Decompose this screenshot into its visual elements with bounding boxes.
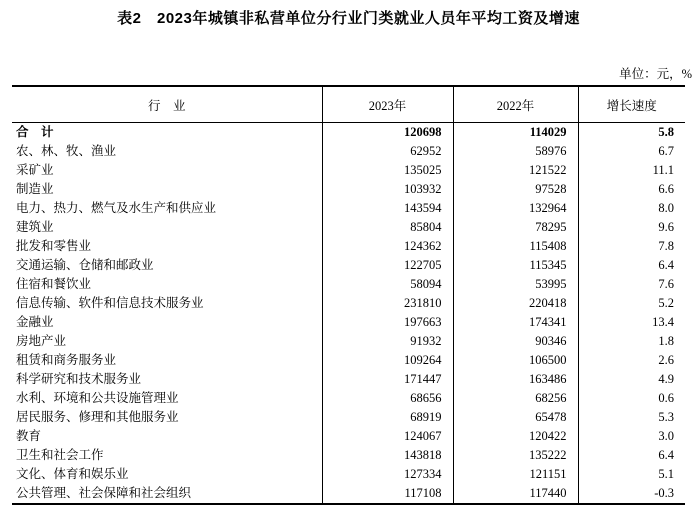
value-2023-cell: 58094 (322, 275, 453, 294)
value-2023-cell: 231810 (322, 294, 453, 313)
growth-cell: -0.3 (654, 486, 674, 500)
value-2022-cell: 114029 (453, 123, 578, 143)
value-2023-cell: 124067 (322, 427, 453, 446)
table-row (12, 351, 685, 370)
table-row (12, 408, 685, 427)
table-row (12, 370, 685, 389)
header-growth: 增长速度 (578, 86, 685, 123)
value-2022-cell: 135222 (453, 446, 578, 465)
wage-table (12, 85, 685, 505)
value-2022-cell: 97528 (453, 180, 578, 199)
value-2022-cell: 132964 (453, 199, 578, 218)
header-2023: 2023年 (322, 86, 453, 123)
growth-cell: 0.6 (658, 391, 674, 405)
value-2023-cell: 171447 (322, 370, 453, 389)
value-2022-cell: 120422 (453, 427, 578, 446)
value-2023-cell: 109264 (322, 351, 453, 370)
table-row (12, 237, 685, 256)
industry-cell: 住宿和餐饮业 (12, 275, 322, 294)
value-2022-cell: 106500 (453, 351, 578, 370)
growth-cell: 13.4 (652, 315, 674, 329)
value-2023-cell: 103932 (322, 180, 453, 199)
value-2022-cell: 121522 (453, 161, 578, 180)
growth-cell: 11.1 (652, 163, 674, 177)
growth-cell: 2.6 (658, 353, 674, 367)
industry-cell: 信息传输、软件和信息技术服务业 (12, 294, 322, 313)
growth-cell: 1.8 (658, 334, 674, 348)
table-row (12, 275, 685, 294)
industry-cell: 采矿业 (12, 161, 322, 180)
growth-cell: 5.3 (658, 410, 674, 424)
value-2023-cell: 120698 (322, 123, 453, 143)
header-industry: 行 业 (12, 86, 322, 123)
industry-cell: 房地产业 (12, 332, 322, 351)
table-row (12, 446, 685, 465)
industry-cell: 批发和零售业 (12, 237, 322, 256)
table-row (12, 199, 685, 218)
industry-cell: 金融业 (12, 313, 322, 332)
growth-cell: 5.1 (658, 467, 674, 481)
industry-cell: 制造业 (12, 180, 322, 199)
growth-cell: 7.8 (658, 239, 674, 253)
value-2023-cell: 127334 (322, 465, 453, 484)
industry-cell: 建筑业 (12, 218, 322, 237)
value-2022-cell: 174341 (453, 313, 578, 332)
table-row (12, 484, 685, 504)
value-2022-cell: 117440 (453, 484, 578, 504)
table-row (12, 218, 685, 237)
value-2023-cell: 85804 (322, 218, 453, 237)
table-row (12, 465, 685, 484)
table-row (12, 142, 685, 161)
industry-cell: 交通运输、仓储和邮政业 (12, 256, 322, 275)
value-2023-cell: 197663 (322, 313, 453, 332)
table-body (12, 123, 685, 505)
growth-cell: 5.2 (658, 296, 674, 310)
growth-cell: 6.7 (658, 144, 674, 158)
header-row (12, 86, 685, 123)
industry-cell: 居民服务、修理和其他服务业 (12, 408, 322, 427)
value-2023-cell: 143818 (322, 446, 453, 465)
industry-cell: 合 计 (12, 123, 322, 143)
industry-cell: 农、林、牧、渔业 (12, 142, 322, 161)
industry-cell: 电力、热力、燃气及水生产和供应业 (12, 199, 322, 218)
growth-cell: 6.4 (658, 258, 674, 272)
value-2023-cell: 62952 (322, 142, 453, 161)
table-row (12, 123, 685, 143)
industry-cell: 教育 (12, 427, 322, 446)
table-title: 表2 2023年城镇非私营单位分行业门类就业人员年平均工资及增速 (117, 10, 580, 27)
industry-cell: 科学研究和技术服务业 (12, 370, 322, 389)
table-header (12, 86, 685, 123)
value-2023-cell: 122705 (322, 256, 453, 275)
growth-cell: 3.0 (658, 429, 674, 443)
industry-cell: 公共管理、社会保障和社会组织 (12, 484, 322, 504)
value-2023-cell: 143594 (322, 199, 453, 218)
value-2023-cell: 91932 (322, 332, 453, 351)
value-2023-cell: 68656 (322, 389, 453, 408)
growth-cell: 5.8 (658, 125, 674, 139)
industry-cell: 文化、体育和娱乐业 (12, 465, 322, 484)
table-row (12, 161, 685, 180)
table-row (12, 313, 685, 332)
growth-cell: 6.4 (658, 448, 674, 462)
table-row (12, 389, 685, 408)
industry-cell: 水利、环境和公共设施管理业 (12, 389, 322, 408)
value-2023-cell: 124362 (322, 237, 453, 256)
value-2022-cell: 68256 (453, 389, 578, 408)
value-2022-cell: 115345 (453, 256, 578, 275)
value-2023-cell: 135025 (322, 161, 453, 180)
unit-note: 单位：元，% (619, 67, 692, 81)
header-2022: 2022年 (453, 86, 578, 123)
table-row (12, 427, 685, 446)
value-2022-cell: 65478 (453, 408, 578, 427)
value-2022-cell: 115408 (453, 237, 578, 256)
table-row (12, 332, 685, 351)
industry-cell: 租赁和商务服务业 (12, 351, 322, 370)
value-2022-cell: 53995 (453, 275, 578, 294)
table-row (12, 256, 685, 275)
growth-cell: 6.6 (658, 182, 674, 196)
value-2022-cell: 78295 (453, 218, 578, 237)
industry-cell: 卫生和社会工作 (12, 446, 322, 465)
growth-cell: 8.0 (658, 201, 674, 215)
growth-cell: 9.6 (658, 220, 674, 234)
growth-cell: 7.6 (658, 277, 674, 291)
growth-cell: 4.9 (658, 372, 674, 386)
value-2022-cell: 121151 (453, 465, 578, 484)
value-2023-cell: 68919 (322, 408, 453, 427)
table-row (12, 180, 685, 199)
value-2023-cell: 117108 (322, 484, 453, 504)
value-2022-cell: 220418 (453, 294, 578, 313)
value-2022-cell: 163486 (453, 370, 578, 389)
value-2022-cell: 90346 (453, 332, 578, 351)
value-2022-cell: 58976 (453, 142, 578, 161)
table-row (12, 294, 685, 313)
